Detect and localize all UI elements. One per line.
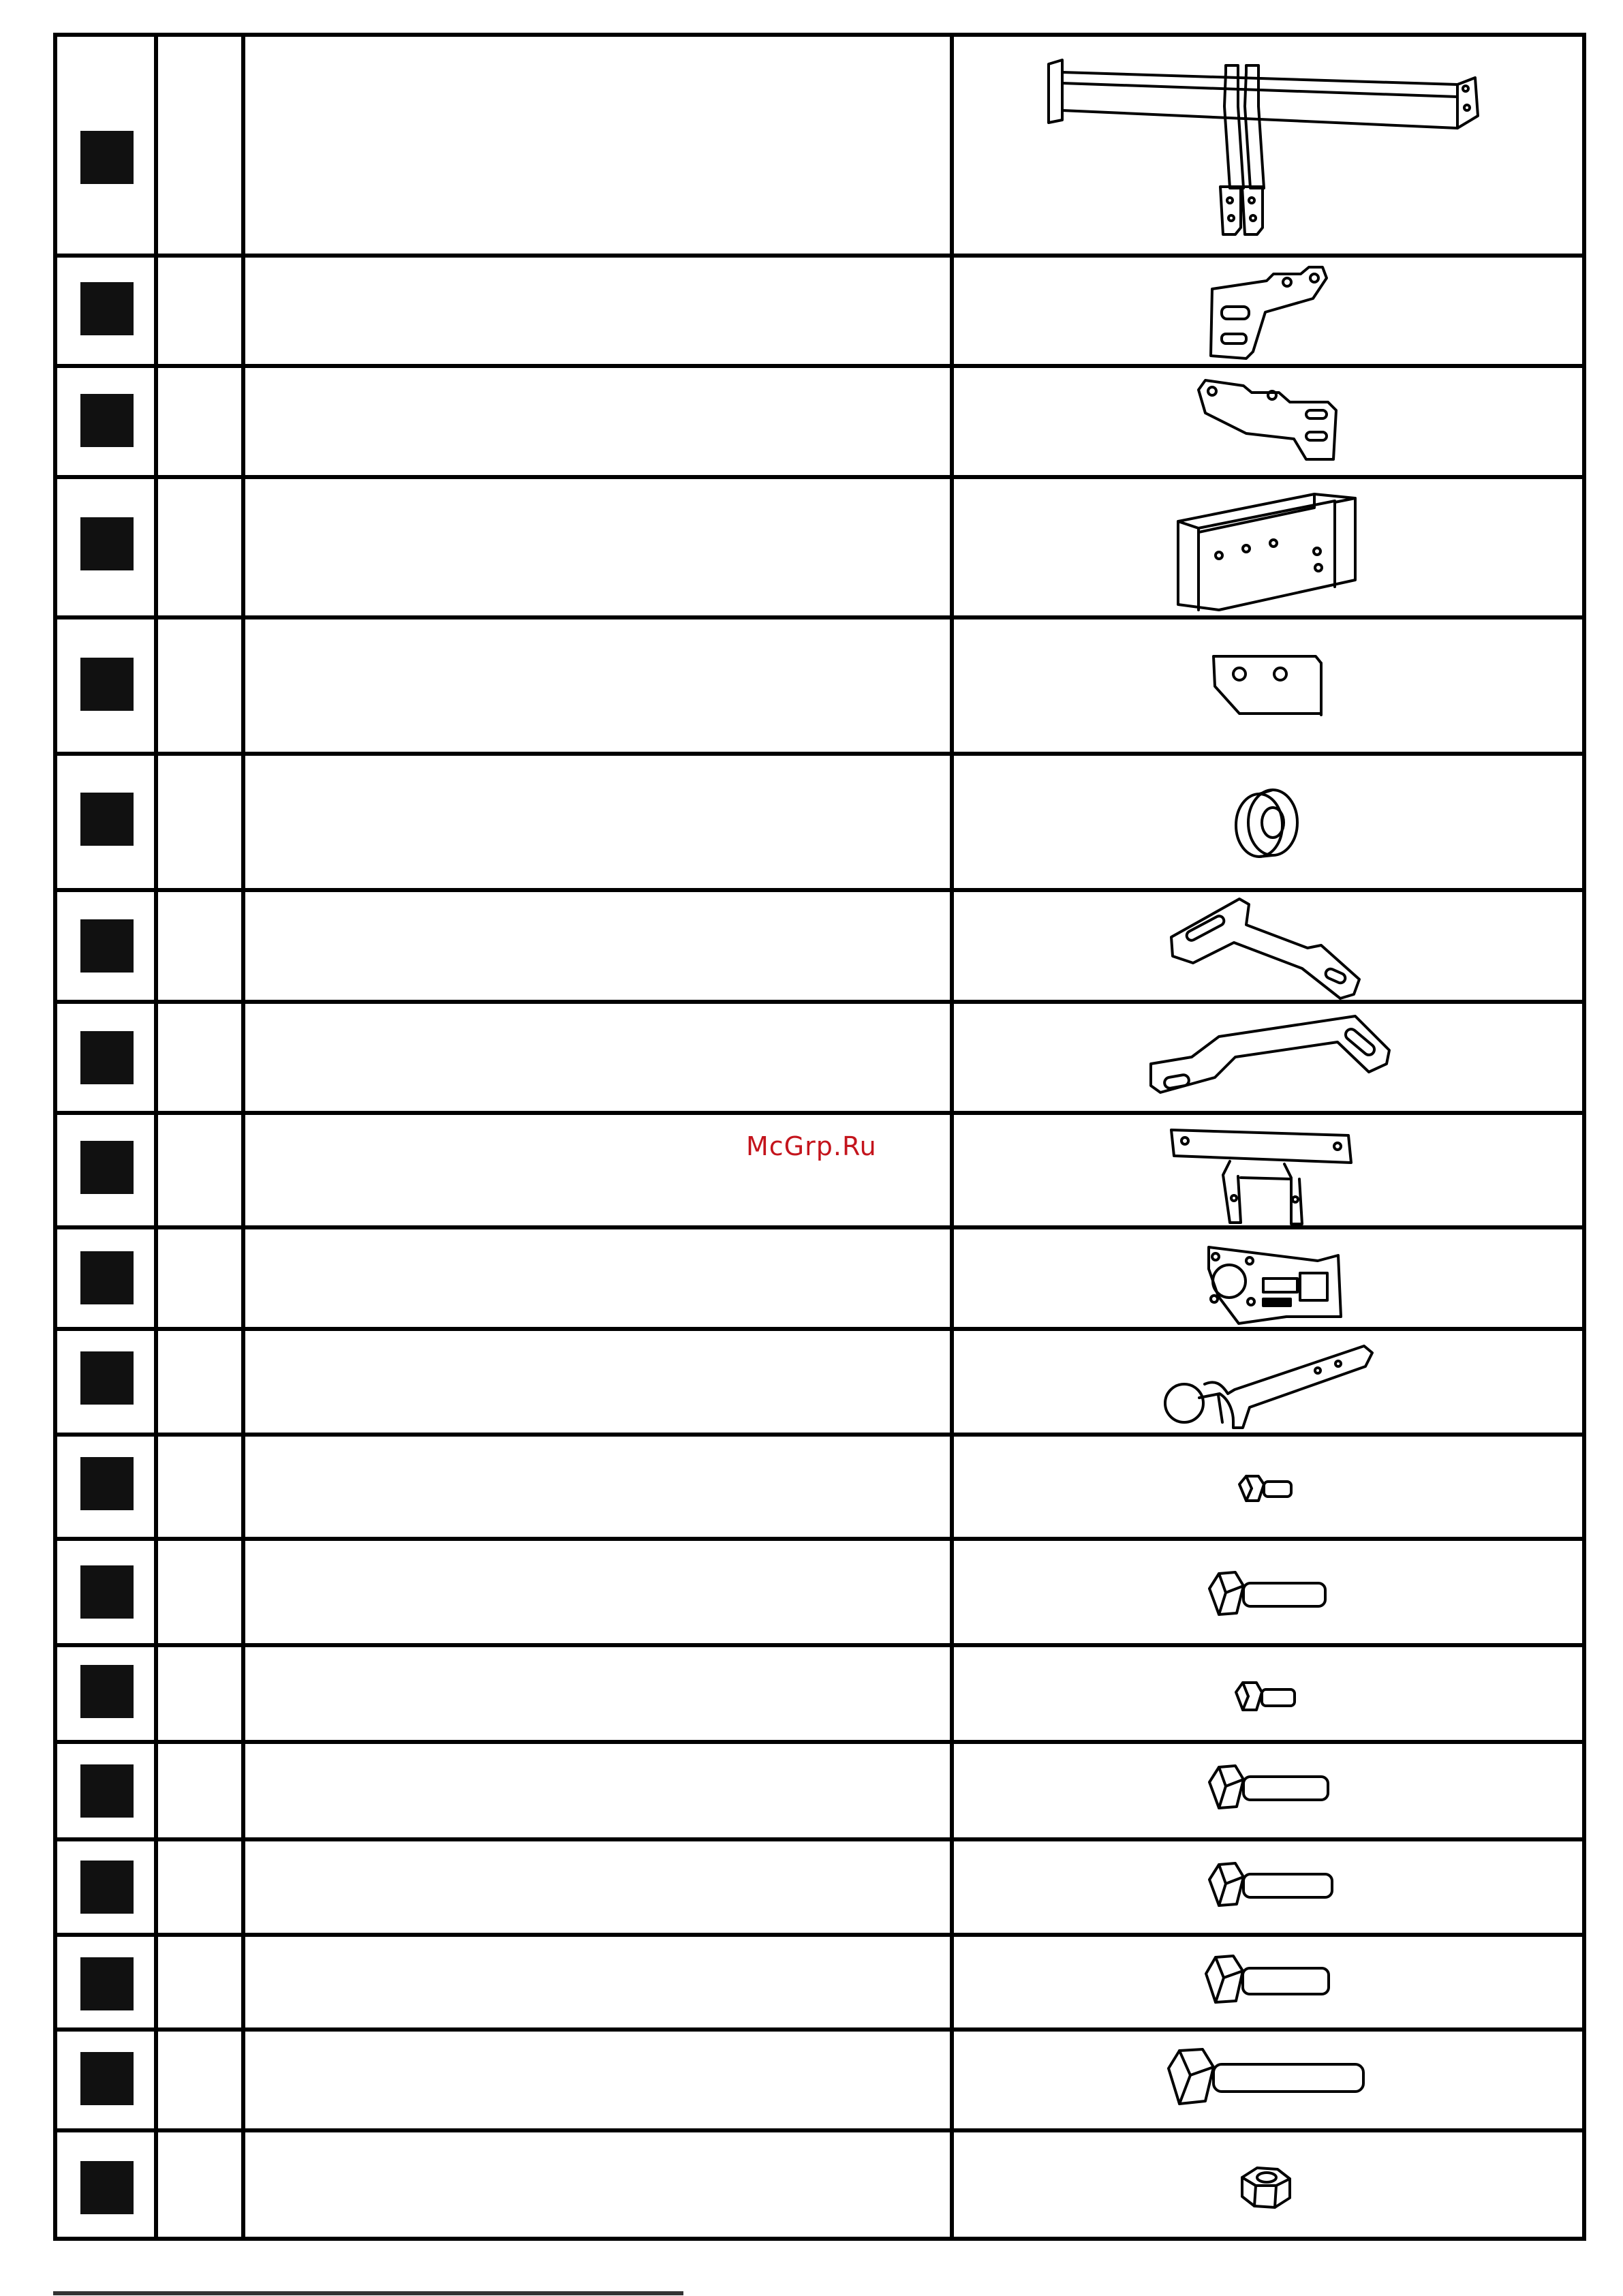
table-row bbox=[57, 1744, 1582, 1837]
item-number-box bbox=[80, 1764, 134, 1818]
socket-plate-icon bbox=[1188, 1234, 1345, 1325]
medium-bolt-icon bbox=[1199, 1565, 1335, 1627]
table-row bbox=[57, 1229, 1582, 1327]
medium-bolt-icon bbox=[1199, 1759, 1335, 1820]
item-number-box bbox=[80, 282, 134, 335]
part-illustration bbox=[946, 1336, 1586, 1432]
table-row bbox=[57, 37, 1582, 254]
item-number-box bbox=[80, 1457, 134, 1510]
item-number-box bbox=[80, 1861, 134, 1914]
item-number-box bbox=[80, 1031, 134, 1084]
item-number-box bbox=[80, 131, 134, 184]
item-number-box bbox=[80, 1565, 134, 1619]
table-row bbox=[57, 2032, 1582, 2128]
table-row bbox=[57, 1541, 1582, 1643]
table-row bbox=[57, 1331, 1582, 1433]
item-number-box bbox=[80, 1251, 134, 1304]
small-bolt-icon bbox=[1233, 1471, 1301, 1512]
item-number-box bbox=[80, 658, 134, 711]
part-illustration bbox=[946, 57, 1586, 241]
right-bracket-icon bbox=[1192, 376, 1342, 472]
part-illustration bbox=[946, 2162, 1586, 2213]
hex-nut-icon bbox=[1233, 2162, 1301, 2213]
angled-strap-right-icon bbox=[1144, 1009, 1389, 1105]
spacer-plate-icon bbox=[1205, 647, 1328, 722]
part-illustration bbox=[946, 1677, 1586, 1718]
item-number-box bbox=[80, 1957, 134, 2010]
item-number-box bbox=[80, 2052, 134, 2105]
table-row bbox=[57, 619, 1582, 752]
ball-hitch-icon bbox=[1154, 1336, 1379, 1432]
towbar-crossbeam-icon bbox=[1042, 57, 1491, 241]
part-illustration bbox=[946, 1123, 1586, 1225]
part-illustration bbox=[946, 647, 1586, 722]
table-row bbox=[57, 1841, 1582, 1933]
part-illustration bbox=[946, 376, 1586, 472]
item-number-box bbox=[80, 793, 134, 846]
item-number-box bbox=[80, 919, 134, 973]
table-row bbox=[57, 1437, 1582, 1537]
table-row bbox=[57, 1004, 1582, 1111]
watermark-text: McGrp.Ru bbox=[746, 1131, 877, 1161]
small-bolt-icon bbox=[1229, 1677, 1304, 1718]
item-number-box bbox=[80, 517, 134, 570]
item-number-box bbox=[80, 1351, 134, 1405]
part-illustration bbox=[946, 1009, 1586, 1105]
bushing-icon bbox=[1222, 783, 1311, 865]
part-illustration bbox=[946, 896, 1586, 998]
table-row bbox=[57, 1647, 1582, 1740]
left-bracket-icon bbox=[1205, 262, 1328, 364]
channel-bracket-icon bbox=[1171, 487, 1362, 613]
part-illustration bbox=[946, 783, 1586, 865]
table-row bbox=[57, 258, 1582, 364]
item-number-box bbox=[80, 2161, 134, 2214]
medium-bolt-icon bbox=[1195, 1948, 1338, 2016]
part-illustration bbox=[946, 1471, 1586, 1512]
part-illustration bbox=[946, 1759, 1586, 1820]
table-row bbox=[57, 479, 1582, 615]
table-row bbox=[57, 892, 1582, 1000]
angled-strap-left-icon bbox=[1164, 896, 1369, 998]
table-row bbox=[57, 368, 1582, 475]
table-row bbox=[57, 2132, 1582, 2241]
item-number-box bbox=[80, 1141, 134, 1194]
part-illustration bbox=[946, 1565, 1586, 1627]
part-illustration bbox=[946, 262, 1586, 364]
part-illustration bbox=[946, 1948, 1586, 2016]
part-illustration bbox=[946, 1856, 1586, 1918]
part-illustration bbox=[946, 2041, 1586, 2117]
footer-rule bbox=[53, 2291, 683, 2295]
table-row bbox=[57, 1937, 1582, 2027]
medium-bolt-icon bbox=[1199, 1856, 1335, 1918]
item-number-box bbox=[80, 394, 134, 447]
table-row bbox=[57, 756, 1582, 888]
long-bolt-icon bbox=[1158, 2041, 1376, 2117]
part-illustration bbox=[946, 487, 1586, 613]
part-illustration bbox=[946, 1234, 1586, 1325]
item-number-box bbox=[80, 1665, 134, 1718]
license-plate-bracket-icon bbox=[1164, 1123, 1369, 1225]
